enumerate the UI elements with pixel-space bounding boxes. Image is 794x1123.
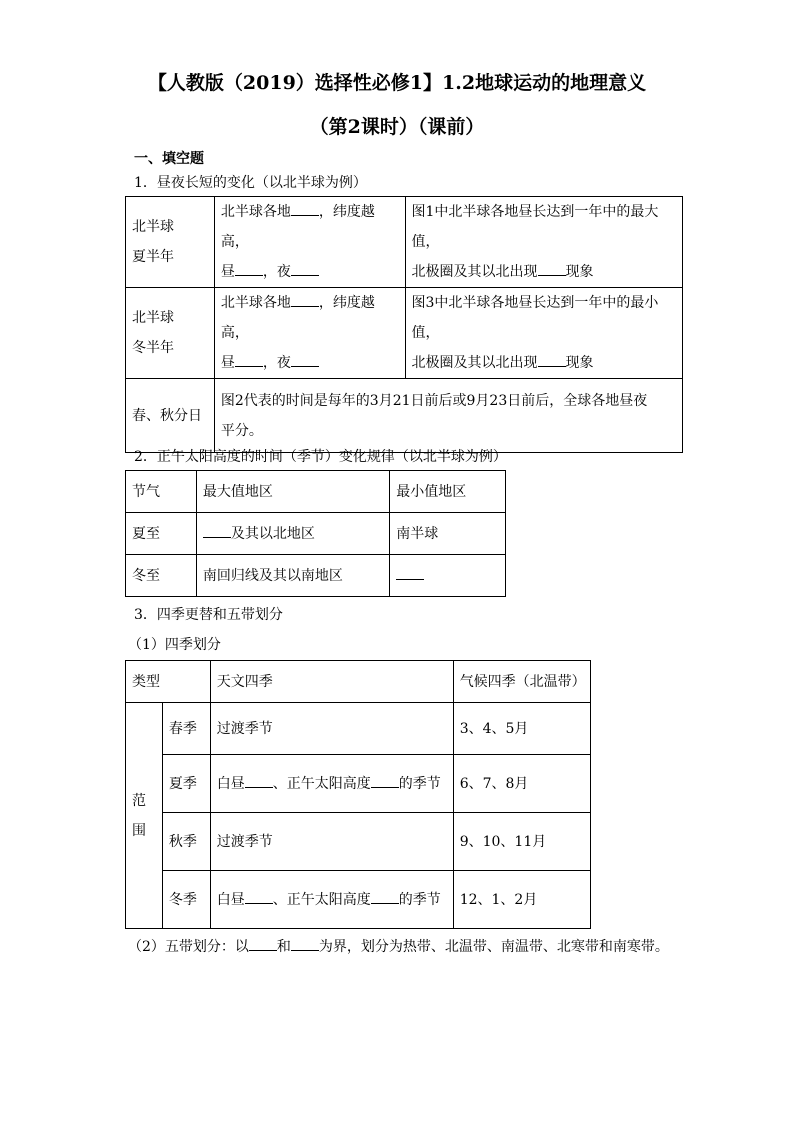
table-row (126, 871, 591, 929)
header-cell: 气候四季（北温带） (453, 661, 590, 703)
table-row (126, 379, 683, 453)
description-cell: 北半球各地 ，纬度越高， 昼 ，夜 (214, 197, 405, 288)
period-cell: 北半球 冬半年 (126, 288, 215, 379)
table-row (126, 197, 683, 288)
astro-cell: 白昼 、正午太阳高度 的季节 (210, 871, 453, 929)
climate-cell: 3、4、5月 (453, 703, 590, 755)
answer-blank[interactable] (203, 523, 231, 538)
table-row (126, 755, 591, 813)
astro-cell: 过渡季节 (210, 813, 453, 871)
q1-label: 1．昼夜长短的变化（以北半球为例） (134, 175, 367, 191)
equinox-label: 春、秋分日 (126, 379, 215, 453)
section-heading: 一、填空题 (134, 151, 204, 167)
max-cell: 南回归线及其以南地区 (196, 555, 389, 597)
answer-blank[interactable] (291, 936, 319, 951)
answer-blank[interactable] (249, 936, 277, 951)
max-cell: 及其以北地区 (196, 513, 389, 555)
header-cell: 天文四季 (210, 661, 453, 703)
range-label: 范 围 (126, 703, 163, 929)
q2-label: 2．正午太阳高度的时间（季节）变化规律（以北半球为例） (134, 449, 507, 465)
season-cell: 春季 (162, 703, 210, 755)
table-row (126, 555, 506, 597)
climate-cell: 12、1、2月 (453, 871, 590, 929)
climate-cell: 6、7、8月 (453, 755, 590, 813)
table-row (126, 471, 506, 513)
answer-blank[interactable] (291, 261, 319, 276)
answer-blank[interactable] (235, 352, 263, 367)
period-cell: 北半球 夏半年 (126, 197, 215, 288)
table-row (126, 288, 683, 379)
answer-blank[interactable] (538, 261, 566, 276)
q3-sub1: （1）四季划分 (128, 637, 221, 653)
seasons-table (125, 660, 591, 929)
q3-sub2: （2）五带划分：以 和 为界，划分为热带、北温带、南温带、北寒带和南寒带。 (128, 936, 669, 956)
min-cell: 南半球 (390, 513, 506, 555)
answer-blank[interactable] (235, 261, 263, 276)
answer-blank[interactable] (291, 352, 319, 367)
term-cell: 冬至 (126, 555, 197, 597)
answer-blank[interactable] (291, 201, 319, 216)
note-cell: 图1中北半球各地昼长达到一年中的最大值， 北极圈及其以北出现 现象 (405, 197, 682, 288)
equinox-description: 图2代表的时间是每年的3月21日前后或9月23日前后，全球各地昼夜 平分。 (214, 379, 682, 453)
table-row (126, 813, 591, 871)
astro-cell: 过渡季节 (210, 703, 453, 755)
season-cell: 冬季 (162, 871, 210, 929)
answer-blank[interactable] (371, 773, 399, 788)
header-cell: 最小值地区 (390, 471, 506, 513)
season-cell: 秋季 (162, 813, 210, 871)
header-cell: 最大值地区 (196, 471, 389, 513)
title-line-2: （第2课时）（课前） (309, 116, 485, 138)
description-cell: 北半球各地 ，纬度越高， 昼 ，夜 (214, 288, 405, 379)
q3-label: 3．四季更替和五带划分 (134, 607, 283, 623)
header-cell: 节气 (126, 471, 197, 513)
table-row (126, 661, 591, 703)
noon-sun-table (125, 470, 506, 597)
min-cell (390, 555, 506, 597)
answer-blank[interactable] (538, 352, 566, 367)
season-cell: 夏季 (162, 755, 210, 813)
answer-blank[interactable] (245, 773, 273, 788)
note-cell: 图3中北半球各地昼长达到一年中的最小值， 北极圈及其以北出现 现象 (405, 288, 682, 379)
table-row (126, 513, 506, 555)
answer-blank[interactable] (371, 889, 399, 904)
answer-blank[interactable] (291, 292, 319, 307)
term-cell: 夏至 (126, 513, 197, 555)
answer-blank[interactable] (245, 889, 273, 904)
day-length-table (125, 196, 683, 453)
header-cell: 类型 (126, 661, 211, 703)
title-line-1: 【人教版（2019）选择性必修1】1.2地球运动的地理意义 (147, 72, 647, 94)
answer-blank[interactable] (396, 565, 424, 580)
climate-cell: 9、10、11月 (453, 813, 590, 871)
astro-cell: 白昼 、正午太阳高度 的季节 (210, 755, 453, 813)
table-row (126, 703, 591, 755)
